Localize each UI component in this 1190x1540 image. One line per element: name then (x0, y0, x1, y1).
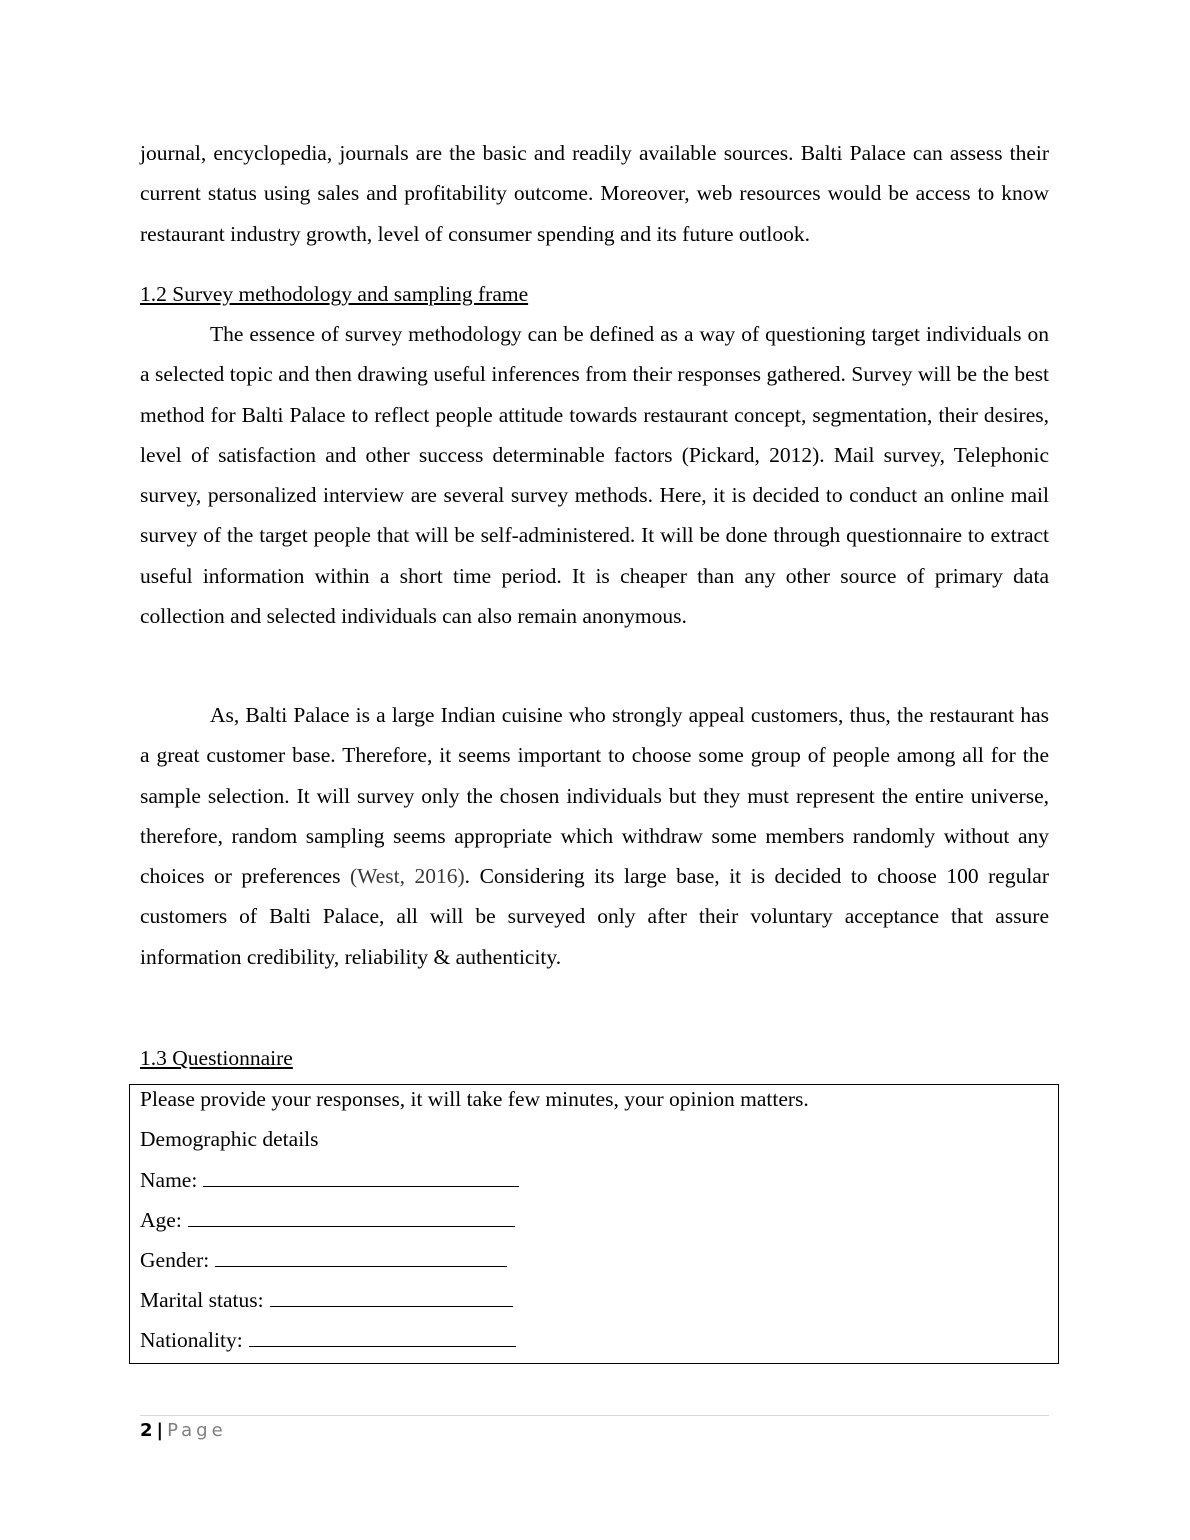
page-footer (140, 1419, 227, 1443)
citation-west-2016: (West, 2016) (350, 864, 465, 889)
marital-status-field-row (140, 1286, 513, 1314)
sampling-paragraph (140, 695, 1049, 977)
name-field-label: Name: (140, 1168, 198, 1192)
questionnaire-box (129, 1084, 1059, 1364)
gender-field-blank[interactable] (215, 1248, 507, 1267)
age-field-blank[interactable] (188, 1208, 515, 1227)
nationality-field-blank[interactable] (249, 1328, 516, 1347)
age-field-row (140, 1206, 515, 1234)
page-label: Page (167, 1420, 227, 1441)
survey-methodology-heading: 1.2 Survey methodology and sampling frame (140, 282, 529, 306)
footer-separator: | (156, 1420, 164, 1441)
questionnaire-heading: 1.3 Questionnaire (140, 1046, 293, 1070)
name-field-row (140, 1166, 519, 1194)
gender-field-label: Gender: (140, 1248, 210, 1272)
footer-divider (140, 1415, 1049, 1416)
name-field-blank[interactable] (203, 1168, 519, 1187)
survey-methodology-paragraph: The essence of survey methodology can be defined as a way of questioning target individuals on a selected topic and then drawing useful inferences from their responses gathered. Survey will be the best method for Balti Palace to reflect people attitude towards restaurant concept, segmentation, their desires, level of satisfaction and other success determinable factors (Pickard, 2012). Mail survey, Telephonic survey, personalized interview are several survey methods. Here, it is decided to conduct an online mail survey of the target people that will be self-administered. It will be done through questionnaire to extract useful information within a short time period. It is cheaper than any other source of primary data collection and selected individuals can also remain anonymous. (140, 322, 1049, 629)
sampling-text-part-1: As, Balti Palace is a large Indian cuisine who strongly appeal customers, thus, the restaurant has a great customer base. Therefore, it seems important to choose some group of people among all for the sample selection. It will survey only the chosen individuals but they must represent the entire universe, therefore, random sampling seems appropriate which withdraw some members randomly without any choices or preferences (140, 703, 1049, 889)
age-field-label: Age: (140, 1208, 182, 1232)
gender-field-row (140, 1246, 507, 1274)
intro-paragraph: journal, encyclopedia, journals are the basic and readily available sources. Balti Palace can assess their current status using sales and profitability outcome. Moreover, web resources would be access to know restaurant industry growth, level of consumer spending and its future outlook. (140, 141, 1049, 246)
sampling-text-part-2: . Considering its large base, it is decided to choose 100 regular customers of Balti Palace, all will be surveyed only after their voluntary acceptance that assure information credibility, reliability & authenticity. (140, 864, 1049, 969)
demographic-details-label: Demographic details (140, 1127, 319, 1151)
nationality-field-label: Nationality: (140, 1328, 243, 1352)
marital-status-field-label: Marital status: (140, 1288, 264, 1312)
marital-status-field-blank[interactable] (270, 1288, 513, 1307)
nationality-field-row (140, 1326, 516, 1354)
questionnaire-intro: Please provide your responses, it will take few minutes, your opinion matters. (140, 1087, 809, 1111)
page-number: 2 (140, 1420, 153, 1441)
